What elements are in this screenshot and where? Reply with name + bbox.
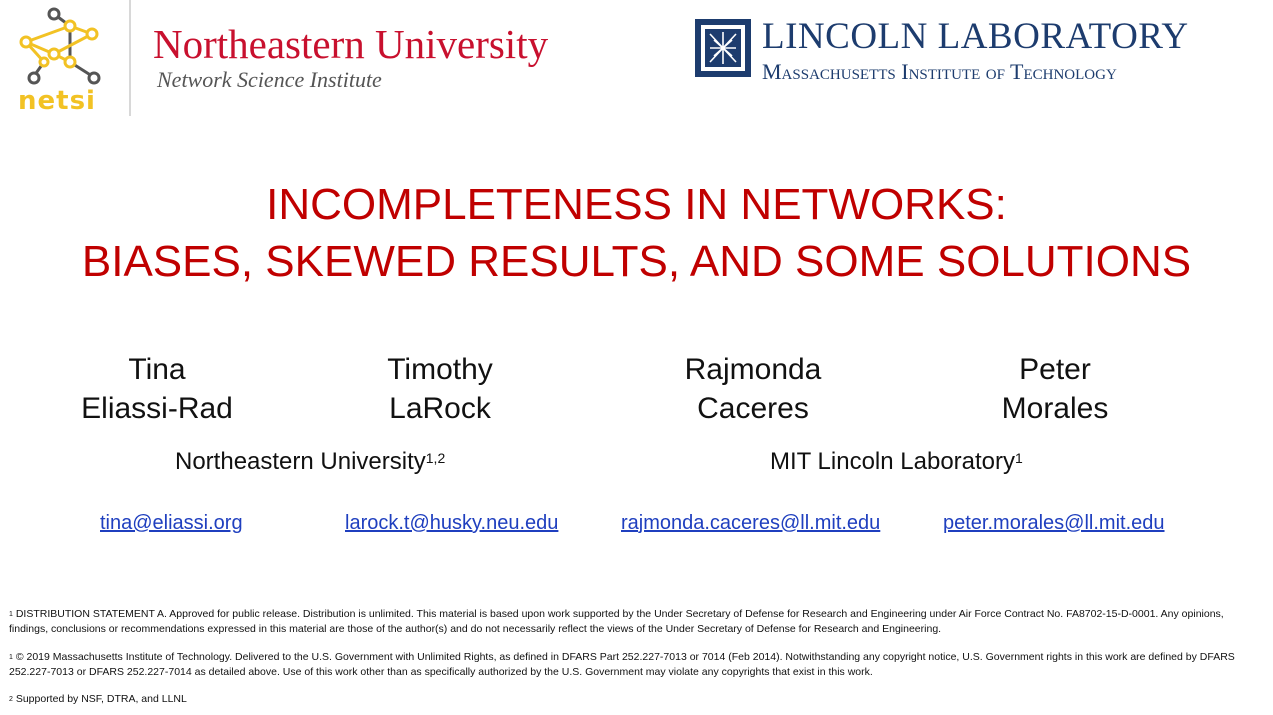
footnote-distribution bbox=[9, 607, 1264, 637]
affiliation-name: MIT Lincoln Laboratory bbox=[770, 448, 1016, 475]
affiliation-northeastern bbox=[175, 448, 445, 476]
lincoln-lab-logo-icon bbox=[694, 18, 752, 78]
title-line-2: BIASES, SKEWED RESULTS, AND SOME SOLUTIONS bbox=[81, 237, 1192, 286]
author-last-name: LaRock bbox=[389, 392, 491, 425]
title-line-1: INCOMPLETENESS IN NETWORKS: bbox=[266, 180, 1007, 229]
email-link-timothy[interactable]: larock.t@husky.neu.edu bbox=[345, 512, 559, 534]
footnote-mark: 1 bbox=[9, 611, 13, 618]
footnote-text: © 2019 Massachusetts Institute of Technology. Delivered to the U.S. Government with Unlimited Rights, as defined in DFARS Part 252.227-7013 or 7014 (Feb 2014). Notwithstanding any copyright notice, U.S. Government rights in this work are defined by DFARS 252.227-7013 or DFARS 252.227-7014 as detailed above. Use of this work other than as specifically authorized by the U.S. Government may violate any copyrights that exist in this work. bbox=[9, 651, 1235, 678]
page-title bbox=[0, 176, 1273, 290]
author-last-name: Eliassi-Rad bbox=[81, 392, 233, 425]
northeastern-name: Northeastern University bbox=[153, 21, 549, 67]
footnote-copyright bbox=[9, 650, 1264, 680]
netsi-logo-text: netsi bbox=[18, 86, 96, 116]
footnote-text: DISTRIBUTION STATEMENT A. Approved for public release. Distribution is unlimited. This material is based upon work supported by the Under Secretary of Defense for Research and Engineering under Air Force Contract No. FA8702-15-D-0001. Any opinions, findings, conclusions or recommendations expressed in this material are those of the author(s) and do not necessarily reflect the views of the Under Secretary of Defense for Research and Engineering. bbox=[9, 608, 1224, 635]
footnote-text: Supported by NSF, DTRA, and LLNL bbox=[15, 693, 187, 705]
author-tina bbox=[27, 350, 287, 428]
author-first-name: Timothy bbox=[387, 353, 493, 386]
author-last-name: Morales bbox=[1001, 392, 1109, 425]
author-first-name: Rajmonda bbox=[684, 353, 822, 386]
author-last-name: Caceres bbox=[697, 392, 809, 425]
affiliation-name: Northeastern University bbox=[175, 448, 426, 475]
email-link-rajmonda[interactable]: rajmonda.caceres@ll.mit.edu bbox=[621, 512, 881, 534]
mit-subtitle: Massachusetts Institute of Technology bbox=[762, 59, 1117, 84]
author-peter bbox=[925, 350, 1185, 428]
affiliation-superscript: 1,2 bbox=[425, 450, 446, 466]
network-science-institute: Network Science Institute bbox=[157, 67, 382, 92]
footnote-mark: 2 bbox=[9, 696, 13, 703]
affiliation-superscript: 1 bbox=[1015, 450, 1023, 466]
lincoln-laboratory-name: LINCOLN LABORATORY bbox=[762, 16, 1189, 57]
author-first-name: Peter bbox=[1019, 353, 1091, 386]
email-link-peter[interactable]: peter.morales@ll.mit.edu bbox=[943, 512, 1165, 534]
header-divider bbox=[129, 0, 131, 116]
author-rajmonda bbox=[623, 350, 883, 428]
email-link-tina[interactable]: tina@eliassi.org bbox=[100, 512, 243, 534]
author-first-name: Tina bbox=[128, 353, 186, 386]
footnote-mark: 1 bbox=[9, 654, 13, 661]
footnote-support bbox=[9, 692, 1264, 707]
affiliation-mit-ll bbox=[770, 448, 1023, 476]
author-timothy bbox=[310, 350, 570, 428]
